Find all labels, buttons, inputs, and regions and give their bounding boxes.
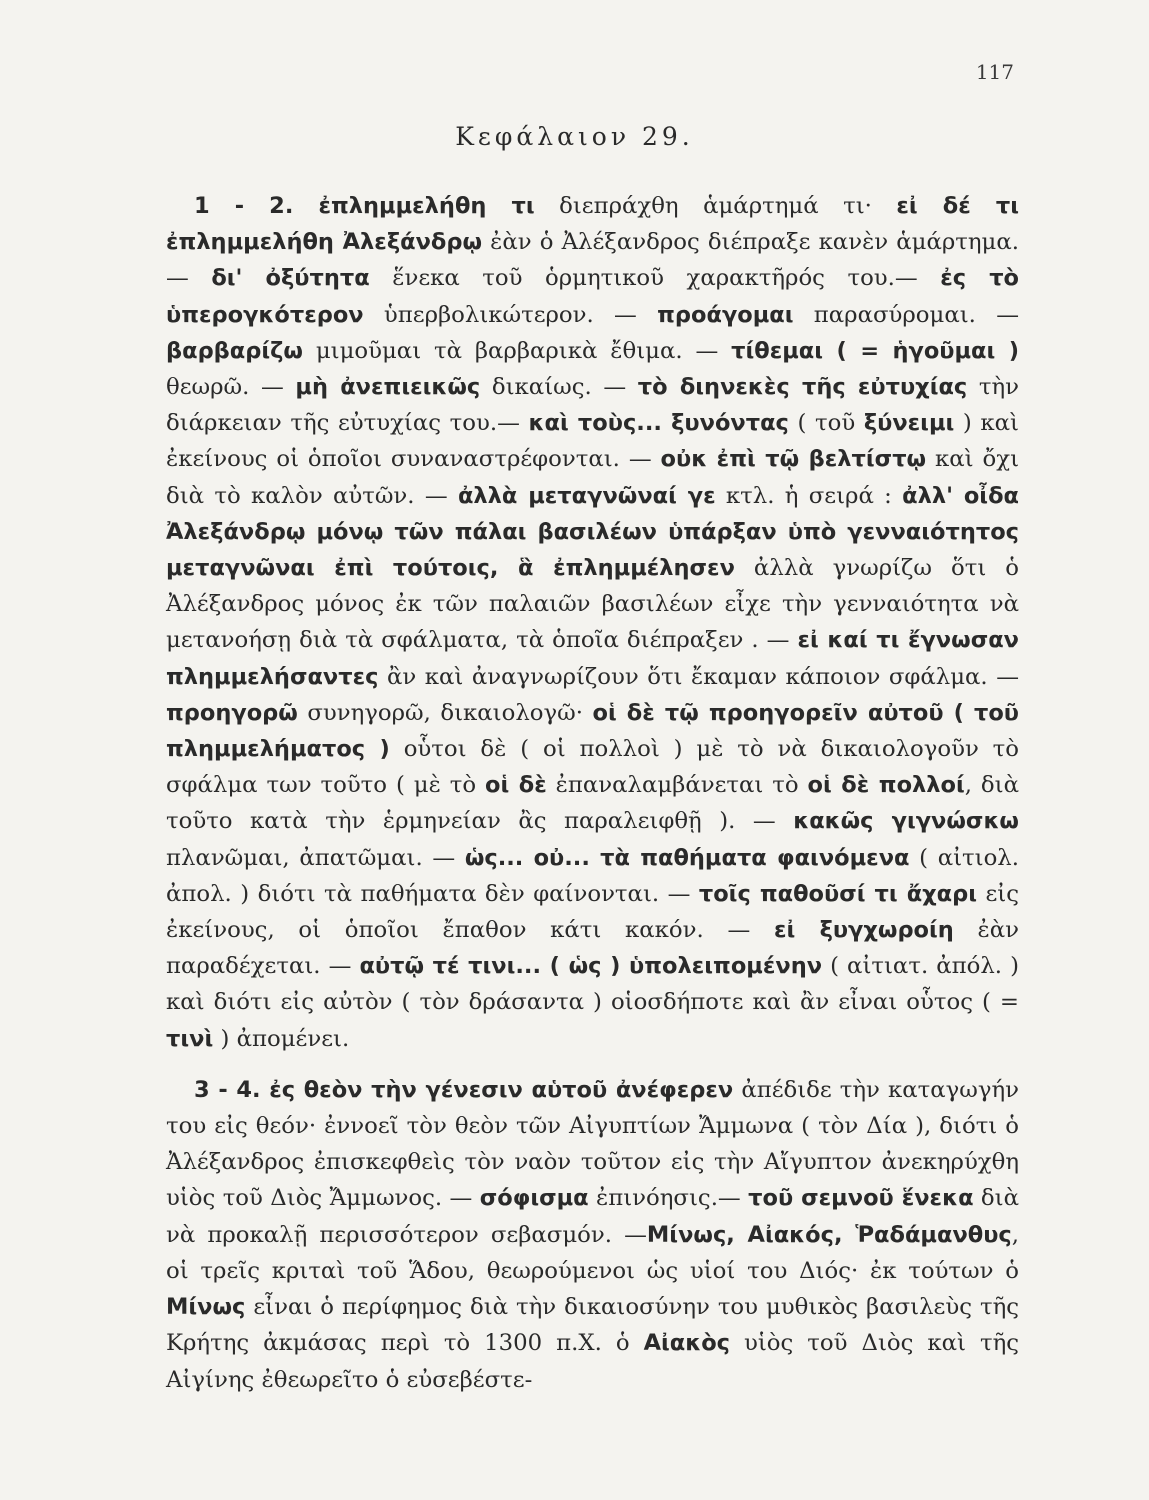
gloss-text: ἐὰν παραδέχεται. — (166, 917, 1020, 980)
lemma-term: 3 - 4. ἐς θεὸν τὴν γένεσιν αὑτοῦ ἀνέφερεν (194, 1076, 734, 1103)
gloss-text: παρασύρομαι. — (793, 301, 1020, 328)
lemma-term: ἀλλ' οἶδα Ἀλεξάνδρῳ μόνῳ τῶν πάλαι βασιλέων ὑπάρξαν ὑπὸ γενναιότητος μεταγνῶναι ἐπὶ τούτοις, ἃ ἐπλημμέλησεν (166, 482, 1019, 582)
lemma-term: Μίνως (166, 1294, 246, 1321)
gloss-text: ἐὰν ὁ Ἀλέξανδρος διέπραξε κανὲν ἁμάρτημα. — (166, 229, 1020, 292)
gloss-text: ) καὶ ἐκείνους οἱ ὁποῖοι συναναστρέφονται. — (166, 410, 1019, 473)
gloss-text: ( αἰτιολ. ἀπολ. ) διότι τὰ παθήματα δὲν φαίνονται. — (166, 844, 1019, 907)
gloss-text: δικαίως. — (480, 374, 638, 401)
gloss-text: διὰ νὰ προκαλῇ περισσότερον σεβασμόν. — (166, 1185, 1019, 1248)
gloss-text: ἕνεκα τοῦ ὁρμητικοῦ χαρακτῆρός του.— (369, 265, 941, 292)
gloss-text: εἰς ἐκείνους, οἱ ὁποῖοι ἔπαθον κάτι κακόν. — (166, 880, 1019, 944)
gloss-text: ἀλλὰ γνωρίζω ὅτι ὁ Ἀλέξανδρος μόνος ἐκ τῶν παλαιῶν βασιλέων εἶχε τὴν γενναιότητα νὰ μετανοήσῃ διὰ τὰ σφάλματα, τὰ ὁποῖα διέπραξεν . — (166, 555, 1019, 654)
lemma-term: τὸ διηνεκὲς τῆς εὐτυχίας (637, 374, 968, 401)
gloss-text: θεωρῶ. — (166, 374, 296, 401)
lemma-term: 1 - 2. ἐπλημμελήθη τι (194, 193, 535, 219)
page-number: 117 (975, 60, 1014, 84)
gloss-text: οὗτοι δὲ ( οἱ πολλοὶ ) μὲ τὸ νὰ δικαιολογοῦν τὸ σφάλμα των τοῦτο ( μὲ τὸ (166, 736, 1019, 799)
lemma-term: οἱ δὲ πολλοί (807, 772, 965, 799)
gloss-text: ὑπερβολικώτερον. — (363, 301, 658, 328)
lemma-term: ὡς... οὐ... τὰ παθήματα φαινόμενα (464, 844, 910, 871)
lemma-term: εἰ ξυγχωροίη (773, 917, 954, 944)
gloss-text: πλανῶμαι, ἀπατῶμαι. — (166, 844, 465, 871)
lemma-term: μὴ ἀνεπιεικῶς (295, 374, 481, 401)
gloss-text: ἂν καὶ ἀναγνωρίζουν ὅτι ἔκαμαν κάποιον σφάλμα. — (378, 663, 1019, 690)
lemma-term: τίθεμαι ( = ἡγοῦμαι ) (731, 337, 1019, 364)
chapter-title: Κεφάλαιον 29. (455, 122, 694, 151)
gloss-text: κτλ. ἡ σειρά : (715, 482, 903, 509)
lemma-term: βαρβαρίζω (166, 337, 303, 364)
lemma-term: εἰ καί τι ἔγνωσαν πλημμελήσαντες (166, 627, 1019, 690)
lemma-term: ἀλλὰ μεταγνῶναί γε (457, 482, 716, 509)
lemma-term: ἐς τὸ ὑπερογκότερον (166, 265, 1020, 328)
lemma-term: προηγορῶ (166, 699, 298, 726)
lemma-term: οἱ δὲ (485, 772, 547, 799)
lemma-term: σόφισμα (479, 1185, 589, 1212)
lemma-term: αὐτῷ τέ τινι... ( ὡς ) ὑπολειπομένην (359, 953, 823, 980)
lemma-term: προάγομαι (657, 301, 794, 328)
gloss-text: διεπράχθη ἁμάρτημά τι· (534, 193, 897, 219)
lemma-term: κακῶς γιγνώσκω (793, 808, 1019, 835)
lemma-term: οὐκ ἐπὶ τῷ βελτίστῳ (660, 446, 927, 473)
gloss-text: ἐπαναλαμβάνεται τὸ (546, 772, 808, 799)
lemma-term: εἰ δέ τι ἐπλημμελήθη Ἀλεξάνδρῳ (166, 193, 1019, 256)
gloss-text: τὴν διάρκειαν τῆς εὐτυχίας του.— (166, 374, 1020, 437)
commentary-text (166, 188, 1019, 1398)
gloss-text: ) ἀπομένει. (213, 1025, 350, 1052)
gloss-text: εἶναι ὁ περίφημος διὰ τὴν δικαιοσύνην του μυθικὸς βασιλεὺς τῆς Κρήτης ἀκμάσας περὶ τὸ 1300 π.Χ. ὁ (166, 1294, 1019, 1357)
gloss-text: ἐπινόησις.— (588, 1185, 749, 1212)
lemma-term: δι' ὀξύτητα (211, 265, 370, 292)
gloss-text: ἀπέδιδε τὴν καταγωγήν του εἰς θεόν· ἐννοεῖ τὸν θεὸν τῶν Αἰγυπτίων Ἄμμωνα ( τὸν Δία ), διότι ὁ Ἀλέξανδρος ἐπισκεφθεὶς τὸν ναὸν τοῦτον εἰς τὴν Αἴγυπτον ἀνεκηρύχθη υἱὸς τοῦ Διὸς Ἄμμωνος. — (166, 1076, 1019, 1212)
gloss-text: , διὰ τοῦτο κατὰ τὴν ἑρμηνείαν ἂς παραλειφθῇ ). — (166, 772, 1019, 835)
gloss-text: καὶ ὄχι διὰ τὸ καλὸν αὐτῶν. — (166, 446, 1020, 509)
lemma-term: τινὶ (166, 1025, 214, 1052)
paragraph-1-2 (166, 188, 1019, 1057)
paragraph-3-4 (166, 1072, 1019, 1398)
gloss-text: , οἱ τρεῖς κριταὶ τοῦ Ἅδου, θεωρούμενοι ὡς υἱοί του Διός· ἐκ τούτων ὁ (166, 1221, 1020, 1284)
gloss-text: υἱὸς τοῦ Διὸς καὶ τῆς Αἰγίνης ἐθεωρεῖτο ὁ εὐσεβέστε- (166, 1330, 1019, 1393)
lemma-term: τοῦ σεμνοῦ ἕνεκα (748, 1185, 974, 1212)
lemma-term: τοῖς παθοῦσί τι ἄχαρι (698, 880, 978, 907)
lemma-term: ξύνειμι (863, 410, 955, 437)
lemma-term: καὶ τοὺς... ξυνόντας (528, 410, 789, 437)
gloss-text: ( αἰτιατ. ἀπόλ. ) καὶ διότι εἰς αὐτὸν ( τὸν δράσαντα ) οἱοσδήποτε καὶ ἂν εἶναι οὗτος ( = (166, 953, 1019, 1016)
lemma-term: οἱ δὲ τῷ προηγορεῖν αὐτοῦ ( τοῦ πλημμελήματος ) (166, 699, 1020, 763)
gloss-text: μιμοῦμαι τὰ βαρβαρικὰ ἔθιμα. — (302, 337, 732, 364)
lemma-term: Μίνως, Αἰακός, Ῥαδάμανθυς (646, 1221, 1012, 1248)
gloss-text: συνηγορῶ, δικαιολογῶ· (297, 699, 593, 726)
lemma-term: Αἰακὸς (643, 1330, 731, 1357)
gloss-text: ( τοῦ (788, 410, 864, 437)
